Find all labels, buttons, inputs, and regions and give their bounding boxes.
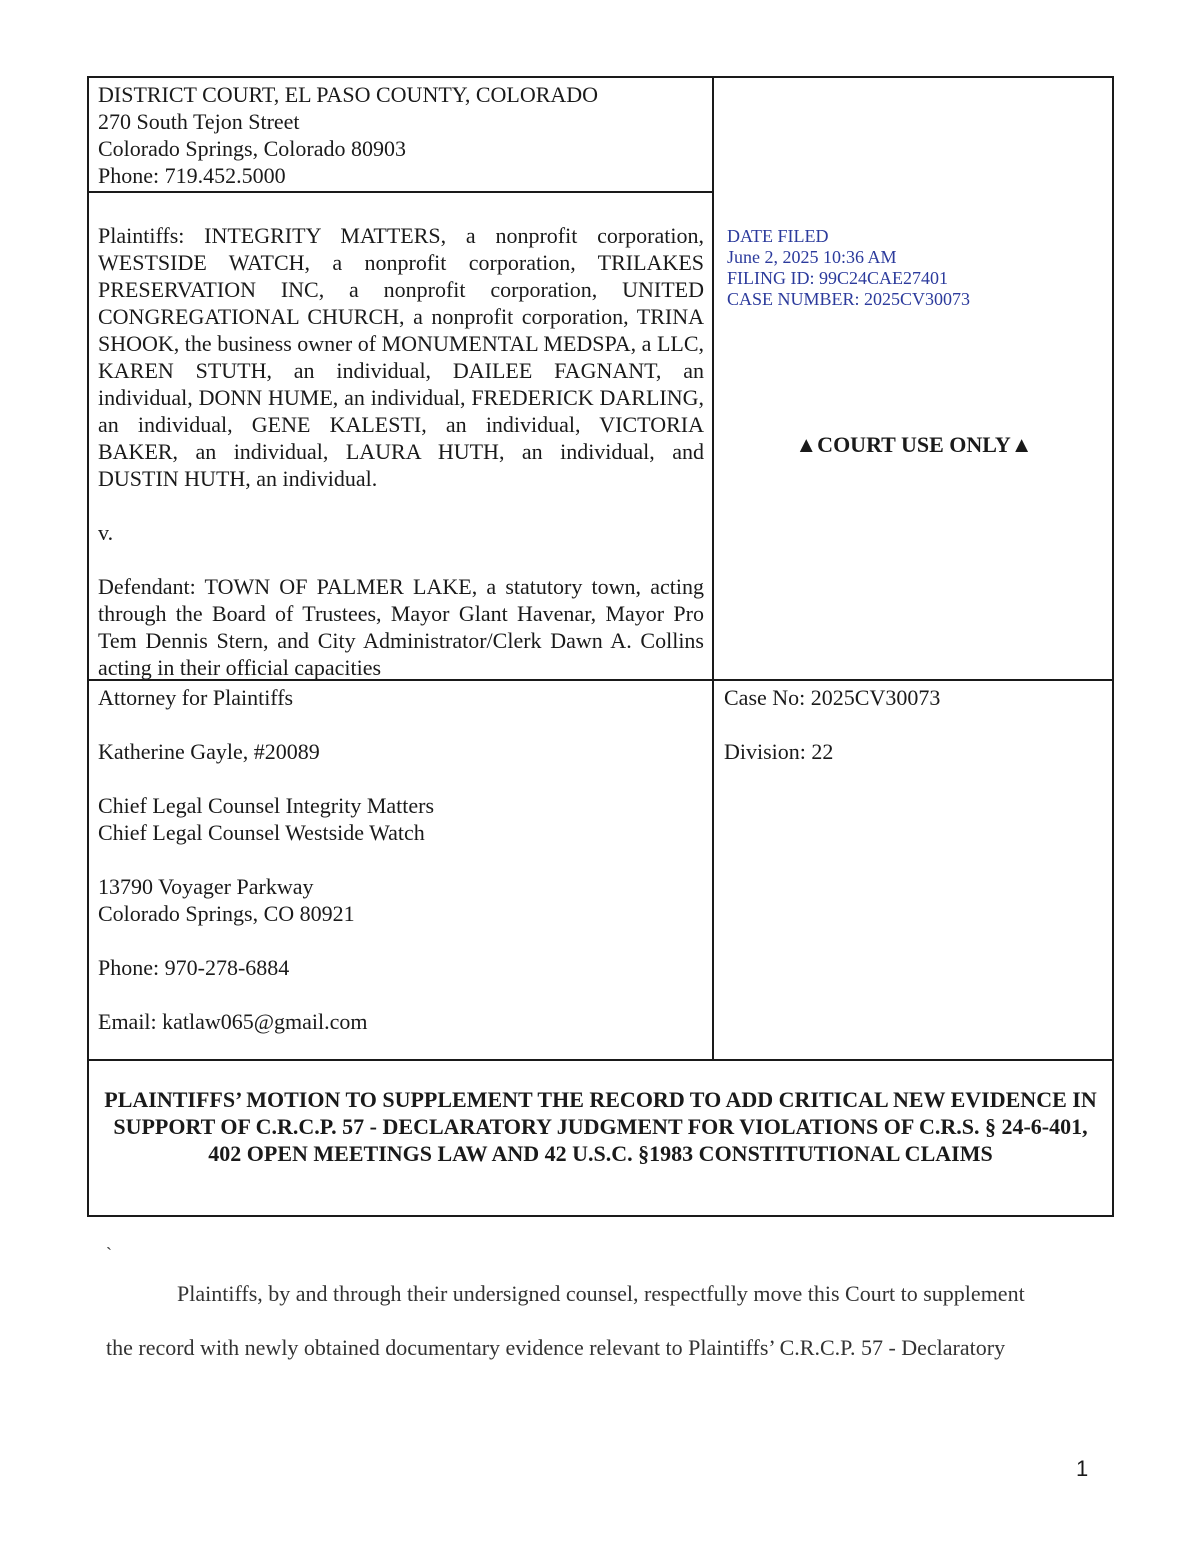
- court-phone: Phone: 719.452.5000: [98, 163, 286, 188]
- attorney-phone: Phone: 970-278-6884: [98, 955, 290, 980]
- stray-mark: `: [106, 1244, 112, 1264]
- case-number: Case No: 2025CV30073: [724, 685, 941, 710]
- court-city: Colorado Springs, Colorado 80903: [98, 136, 406, 161]
- attorney-heading: Attorney for Plaintiffs: [98, 685, 294, 710]
- motion-title: PLAINTIFFS’ MOTION TO SUPPLEMENT THE RECORD TO ADD CRITICAL NEW EVIDENCE IN SUPPORT OF C.R.C.P. 57 - DECLARATORY JUDGMENT FOR VIOLATIONS OF C.R.S. § 24-6-401, 402 OPEN MEETINGS LAW AND 42 U.S.C. §1983 CONSTITUTIONAL CLAIMS: [104, 1087, 1097, 1166]
- defendant: Defendant: TOWN OF PALMER LAKE, a statutory town, acting through the Board of Trustees, Mayor Glant Havenar, Mayor Pro Tem Dennis Stern, and City Administrator/Clerk Dawn A. Collins acting in their official capacities: [98, 574, 704, 680]
- attorney-email: Email: katlaw065@gmail.com: [98, 1009, 368, 1034]
- column-divider: [712, 78, 714, 1060]
- stamp-case-number: CASE NUMBER: 2025CV30073: [727, 289, 971, 309]
- parties-block: [98, 222, 704, 681]
- filing-stamp: [727, 226, 1097, 310]
- attorney-block: [98, 684, 704, 1035]
- case-caption-table: [87, 76, 1114, 1217]
- division: Division: 22: [724, 739, 834, 764]
- page-number: 1: [1076, 1456, 1089, 1481]
- court-block: [98, 81, 708, 189]
- plaintiffs-list: Plaintiffs: INTEGRITY MATTERS, a nonprofit corporation, WESTSIDE WATCH, a nonprofit corporation, TRILAKES PRESERVATION INC, a nonprofit corporation, UNITED CONGREGATIONAL CHURCH, a nonprofit corporation, TRINA SHOOK, the business owner of MONUMENTAL MEDSPA, a LLC, KAREN STUTH, an individual, DAILEE FAGNANT, an individual, DONN HUME, an individual, FREDERICK DARLING, an individual, GENE KALESTI, an individual, VICTORIA BAKER, an individual, LAURA HUTH, an individual, and DUSTIN HUTH, an individual.: [98, 223, 704, 491]
- row-divider-court: [89, 191, 713, 193]
- body-line-2: the record with newly obtained documentary evidence relevant to Plaintiffs’ C.R.C.P. 57 - Declaratory: [106, 1335, 1006, 1360]
- row-divider-attorney: [89, 1059, 1112, 1061]
- versus: v.: [98, 520, 114, 545]
- court-use-only: ▲COURT USE ONLY▲: [795, 432, 1033, 457]
- attorney-address-2: Colorado Springs, CO 80921: [98, 901, 355, 926]
- attorney-address-1: 13790 Voyager Parkway: [98, 874, 314, 899]
- attorney-role-1: Chief Legal Counsel Integrity Matters: [98, 793, 435, 818]
- court-street: 270 South Tejon Street: [98, 109, 300, 134]
- case-info-block: [724, 684, 1104, 765]
- attorney-role-2: Chief Legal Counsel Westside Watch: [98, 820, 425, 845]
- stamp-date: June 2, 2025 10:36 AM: [727, 247, 897, 267]
- stamp-filing-id: FILING ID: 99C24CAE27401: [727, 268, 948, 288]
- stamp-label: DATE FILED: [727, 226, 829, 246]
- court-name: DISTRICT COURT, EL PASO COUNTY, COLORADO: [98, 82, 599, 107]
- attorney-name: Katherine Gayle, #20089: [98, 739, 320, 764]
- body-line-1: Plaintiffs, by and through their undersigned counsel, respectfully move this Court to supplement: [177, 1281, 1025, 1306]
